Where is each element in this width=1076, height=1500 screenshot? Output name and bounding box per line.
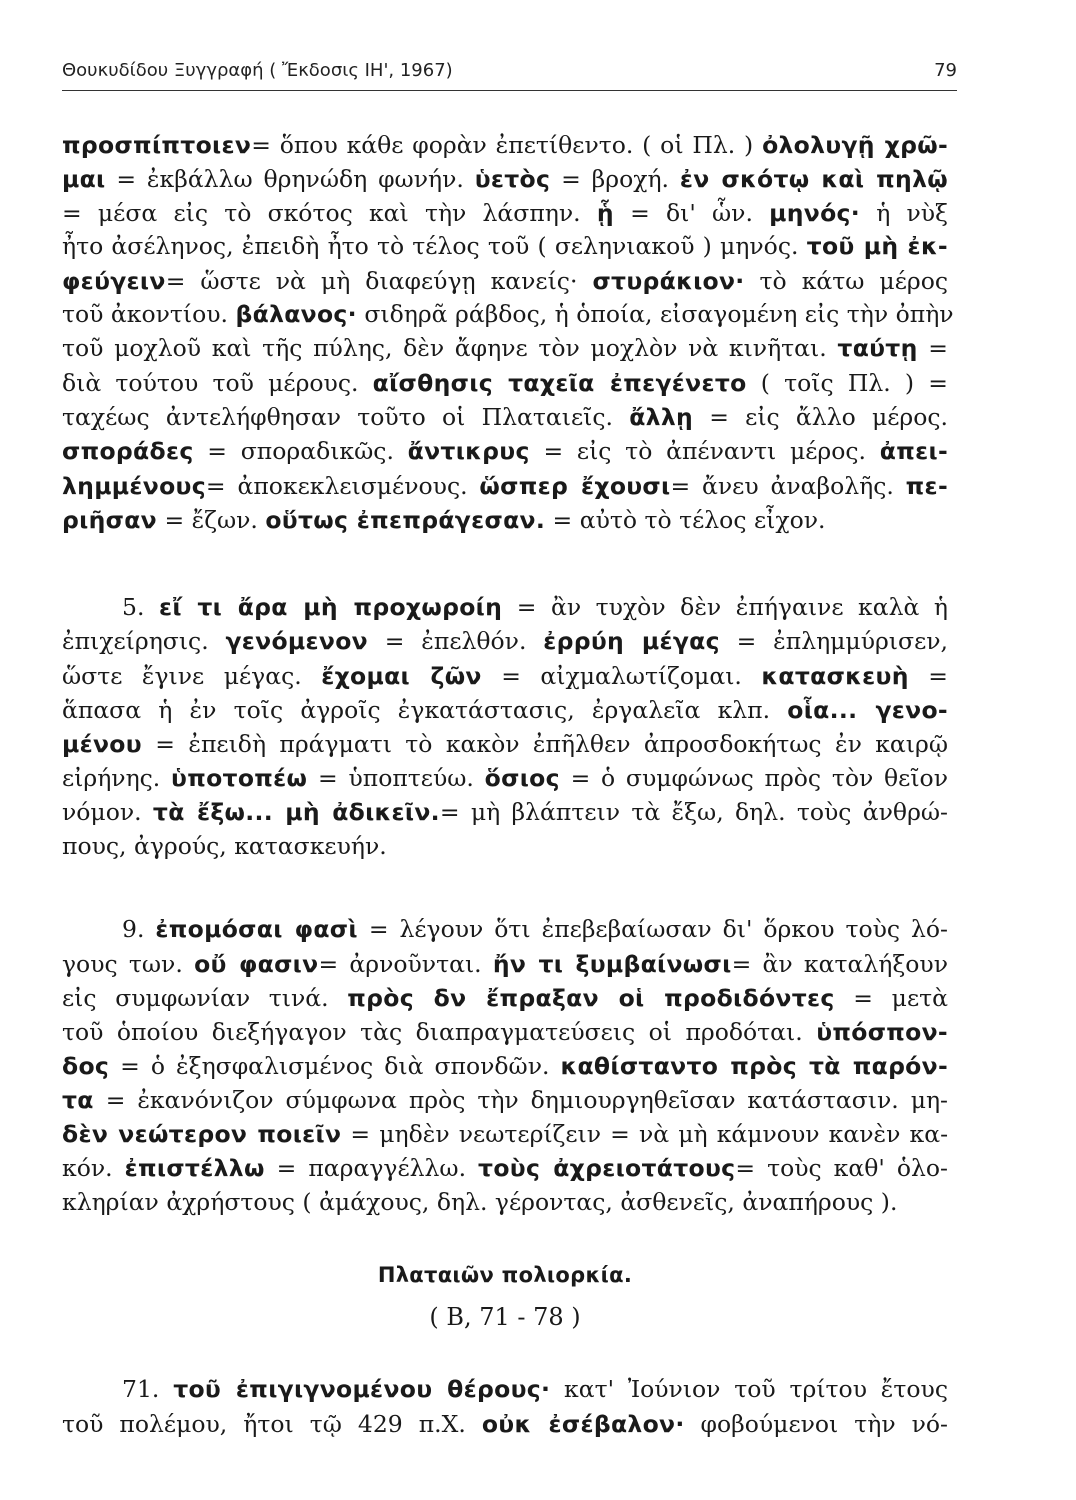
gloss-text: διὰ τούτου τοῦ μέρους. [62, 369, 373, 397]
gloss-text: = λέγουν ὅτι ἐπεβεβαίωσαν δι' ὅρκου τοὺς λό- [357, 915, 948, 943]
lemma-term: τοὺς ἀχρειοτάτους [478, 1154, 736, 1182]
lemma-term: ταύτῃ [837, 334, 918, 362]
gloss-text: = ἐπειδὴ πράγματι τὸ κακὸν ἐπῆλθεν ἀπροσδοκήτως ἐν καιρῷ [141, 730, 948, 758]
lemma-term: ἐπιστέλλω [124, 1154, 265, 1182]
gloss-text: ἦτο ἀσέληνος, ἐπειδὴ ἦτο τὸ τέλος τοῦ ( σεληνιακοῦ ) μηνός. [62, 232, 807, 260]
lemma-term: ὀλολυγῇ χρῶ- [762, 131, 948, 159]
gloss-text: ἐπιχείρησις. [62, 627, 226, 655]
lemma-term: ριῆσαν [62, 506, 157, 534]
section-reference [62, 1300, 948, 1334]
lemma-term: αἴσθησις ταχεῖα ἐπεγένετο [372, 369, 747, 397]
text-line [62, 659, 948, 693]
text-line [62, 434, 948, 468]
lemma-term: ἔχομαι ζῶν [321, 662, 482, 690]
lemma-term: πε- [905, 472, 948, 500]
gloss-text: ὥστε ἔγινε μέγας. [62, 662, 322, 690]
text-line [62, 503, 948, 537]
lemma-term: πρὸς δν ἔπραξαν οἱ προδιδόντες [347, 984, 835, 1012]
gloss-text: = ἀποκεκλεισμένους. [205, 472, 480, 500]
gloss-text: ( τοῖς Πλ. ) = [746, 369, 948, 397]
gloss-text: = τοὺς καθ' ὁλο- [735, 1154, 948, 1182]
gloss-text: = ἂν τυχὸν δὲν ἐπήγαινε καλὰ ἡ [502, 593, 948, 621]
text-line [62, 624, 948, 658]
gloss-text: = εἰς τὸ ἀπέναντι μέρος. [529, 437, 880, 465]
gloss-text: τοῦ μοχλοῦ καὶ τῆς πύλης, δὲν ἄφηνε τὸν μοχλὸν νὰ κινῆται. [62, 334, 838, 362]
text-line [62, 1185, 948, 1219]
gloss-text: = ἄνευ ἀναβολῆς. [670, 472, 906, 500]
gloss-text: σιδηρᾶ ράβδος, ἡ ὁποία, εἰσαγομένη εἰς τὴν ὀπὴν [356, 300, 954, 328]
gloss-text: ἅπασα ἡ ἐν τοῖς ἀγροῖς ἐγκατάστασις, ἐργαλεῖα κλπ. [62, 696, 788, 724]
gloss-text: = μηδὲν νεωτερίζειν = νὰ μὴ κάμνουν κανὲν κα- [341, 1120, 949, 1148]
lemma-term: οὐκ ἐσέβαλον· [481, 1410, 685, 1438]
page-number: 79 [934, 60, 957, 81]
lemma-term: δος [62, 1052, 110, 1080]
lemma-term: ὥσπερ ἔχουσι [479, 472, 671, 500]
running-header [62, 60, 957, 91]
text-line [62, 400, 948, 434]
lemma-term: μηνός· [769, 199, 860, 227]
gloss-text: τοῦ πολέμου, ἤτοι τῷ 429 π.Χ. [62, 1410, 482, 1438]
text-line [62, 1407, 948, 1441]
gloss-text: = ὁ ἐξησφαλισμένος διὰ σπονδῶν. [109, 1052, 561, 1080]
gloss-text: τοῦ ἀκοντίου. [62, 300, 236, 328]
gloss-text: = ὁ συμφώνως πρὸς τὸν θεῖον [559, 764, 948, 792]
text-line [62, 727, 948, 761]
lemma-term: μένου [62, 730, 142, 758]
gloss-text: = ὥστε νὰ μὴ διαφεύγῃ κανείς· [165, 267, 593, 295]
lemma-term: κατασκευὴ [761, 662, 909, 690]
lemma-term: σποράδες [62, 437, 194, 465]
lemma-term: ἄλλῃ [629, 403, 694, 431]
lemma-term: ὑπόσπον- [816, 1018, 948, 1046]
lemma-term: γενόμενον [225, 627, 368, 655]
gloss-text: = αὐτὸ τὸ τέλος εἶχον. [545, 506, 826, 534]
gloss-text: 9. [122, 915, 156, 943]
text-line [62, 1015, 948, 1049]
gloss-text: πους, ἀγρούς, κατασκευήν. [62, 832, 387, 860]
gloss-text: κόν. [62, 1154, 125, 1182]
gloss-text: εἰς συμφωνίαν τινά. [62, 984, 348, 1012]
text-line [62, 196, 948, 230]
gloss-text: ταχέως ἀντελήφθησαν τοῦτο οἱ Πλαταιεῖς. [62, 403, 630, 431]
gloss-text: = ἀρνοῦνται. [318, 950, 493, 978]
gloss-text: = ἐπελθόν. [367, 627, 544, 655]
gloss-text: κατ' Ἰούνιον τοῦ τρίτου ἔτους [550, 1375, 949, 1403]
lemma-term: οὔ φασιν [194, 950, 319, 978]
text-line [62, 829, 948, 863]
header-title: Θουκυδίδου Ξυγγραφή ( Ἔκδοσις ΙΗ', 1967) [62, 60, 453, 81]
text-line [62, 981, 948, 1015]
text-line [62, 366, 948, 400]
gloss-text: = ὑποπτεύω. [307, 764, 485, 792]
text-line [62, 162, 948, 196]
gloss-text: = αἰχμαλωτίζομαι. [481, 662, 762, 690]
text-line [62, 590, 948, 624]
lemma-term: οἷα... γενο- [787, 696, 948, 724]
text-line [62, 1372, 948, 1406]
gloss-text: κληρίαν ἀχρήστους ( ἀμάχους, δηλ. γέροντας, ἀσθενεῖς, ἀναπήρους ). [62, 1188, 898, 1216]
lemma-term: τὰ ἔξω... μὴ ἀδικεῖν. [152, 798, 440, 826]
lemma-term: τοῦ ἐπιγιγνομένου θέρους· [173, 1375, 551, 1403]
text-line [62, 1117, 948, 1151]
lemma-term: ἀπει- [879, 437, 949, 465]
text-line [62, 229, 948, 263]
lemma-term: ἐρρύη μέγας [543, 627, 720, 655]
gloss-text: = εἰς ἄλλο μέρος. [693, 403, 948, 431]
lemma-term: προσπίπτοιεν [62, 131, 252, 159]
text-line [62, 795, 948, 829]
gloss-text: = βροχή. [550, 165, 680, 193]
lemma-term: τα [62, 1086, 94, 1114]
lemma-term: εἴ τι ἄρα μὴ προχωροίη [158, 593, 503, 621]
gloss-text: = ὅπου κάθε φορὰν ἐπετίθεντο. ( οἱ Πλ. ) [251, 131, 763, 159]
text-line [62, 297, 954, 331]
gloss-text: = δι' ὧν. [613, 199, 770, 227]
gloss-text: νόμον. [62, 798, 153, 826]
lemma-term: λημμένους [62, 472, 206, 500]
text-line [62, 1083, 948, 1117]
gloss-text: = παραγγέλλω. [264, 1154, 479, 1182]
lemma-term: Πλαταιῶν πολιορκία. [377, 1263, 633, 1287]
gloss-text: = ἐκβάλλω θρηνώδη φωνήν. [105, 165, 475, 193]
gloss-text: = ἐκανόνιζον σύμφωνα πρὸς τὴν δημιουργηθεῖσαν κατάστασιν. μη- [93, 1086, 948, 1114]
text-line [62, 331, 948, 365]
lemma-term: καθίσταντο πρὸς τὰ παρόν- [560, 1052, 948, 1080]
lemma-term: ἐν σκότῳ καὶ πηλῷ [679, 165, 948, 193]
gloss-text: γους των. [62, 950, 195, 978]
gloss-text: = μὴ βλάπτειν τὰ ἔξω, δηλ. τοὺς ἀνθρώ- [439, 798, 948, 826]
text-line [62, 264, 948, 298]
section-title [62, 1258, 948, 1292]
text-line [62, 912, 948, 946]
gloss-text: ( Β, 71 - 78 ) [429, 1303, 581, 1331]
gloss-text: = [917, 334, 948, 362]
lemma-term: ὑετὸς [474, 165, 551, 193]
lemma-term: ᾗ [596, 199, 614, 227]
lemma-term: στυράκιον· [592, 267, 745, 295]
lemma-term: δὲν νεώτερον ποιεῖν [62, 1120, 342, 1148]
gloss-text: = μέσα εἰς τὸ σκότος καὶ τὴν λάσπην. [62, 199, 597, 227]
text-line [62, 469, 948, 503]
gloss-text: = [908, 662, 948, 690]
gloss-text: 71. [122, 1375, 174, 1403]
gloss-text: = σποραδικῶς. [193, 437, 408, 465]
text-line [62, 947, 948, 981]
lemma-term: μαι [62, 165, 106, 193]
gloss-text: τὸ κάτω μέρος [744, 267, 948, 295]
text-line [62, 1049, 948, 1083]
gloss-text: φοβούμενοι τὴν νό- [684, 1410, 948, 1438]
gloss-text: = ἔζων. [156, 506, 266, 534]
lemma-term: ἐπομόσαι φασὶ [155, 915, 358, 943]
gloss-text: 5. [122, 593, 159, 621]
lemma-term: ἤν τι ξυμβαίνωσι [492, 950, 732, 978]
text-line [62, 761, 948, 795]
lemma-term: ἄντικρυς [407, 437, 530, 465]
gloss-text: ἡ νὺξ [859, 199, 948, 227]
lemma-term: τοῦ μὴ ἐκ- [806, 232, 948, 260]
lemma-term: ὅσιος [484, 764, 560, 792]
text-line [62, 1151, 948, 1185]
gloss-text: = ἂν καταλήξουν [731, 950, 948, 978]
gloss-text: = μετὰ [834, 984, 948, 1012]
lemma-term: οὕτως ἐπεπράγεσαν. [265, 506, 546, 534]
lemma-term: φεύγειν [62, 267, 166, 295]
gloss-text: = ἐπλημμύρισεν, [719, 627, 948, 655]
text-line [62, 693, 948, 727]
lemma-term: ὑποτοπέω [171, 764, 308, 792]
gloss-text: τοῦ ὁποίου διεξήγαγον τὰς διαπραγματεύσεις οἱ προδόται. [62, 1018, 817, 1046]
gloss-text: εἰρήνης. [62, 764, 172, 792]
lemma-term: βάλανος· [235, 300, 357, 328]
text-line [62, 128, 948, 162]
